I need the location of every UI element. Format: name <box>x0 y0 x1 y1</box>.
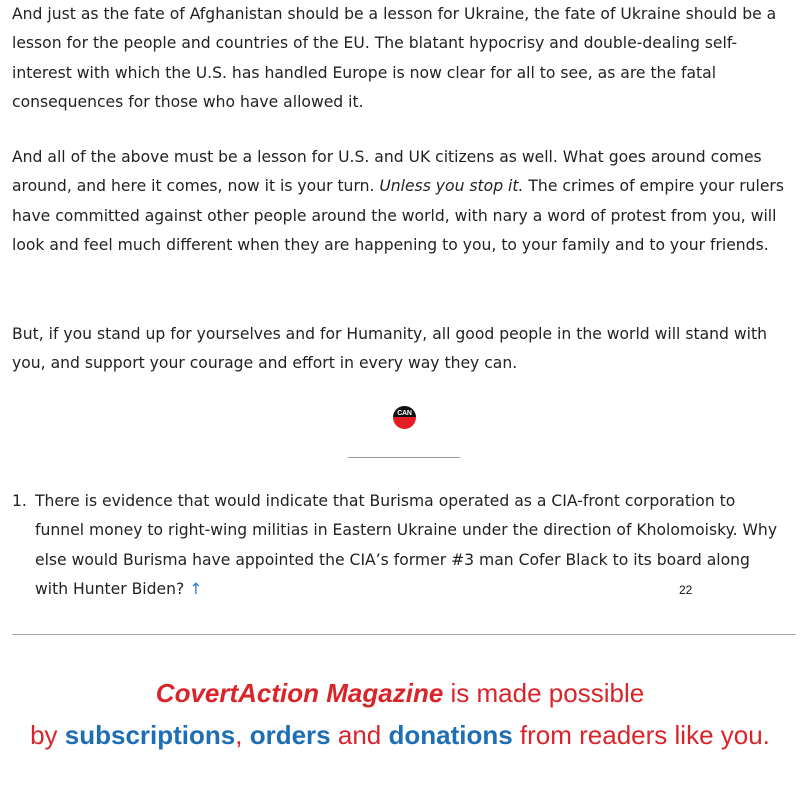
promo-magazine-name[interactable]: CovertAction Magazine <box>155 678 444 708</box>
emphasis-unless-you-stop-it: Unless you stop it. <box>379 177 524 196</box>
section-divider <box>12 634 796 635</box>
footnote-body <box>35 487 782 605</box>
paragraph-stand-up: But, if you stand up for yourselves and for Humanity, all good people in the world will stand with you, and support your courage and effort in every way they can. <box>12 325 767 373</box>
footnote-text: There is evidence that would indicate that Burisma operated as a CIA-front corporation to funnel money to right-wing militias in Eastern Ukraine under the direction of Kholomoisky. Why else would Burisma have appointed the CIA’s former #3 man Cofer Black to its board along with Hunter Biden? <box>35 492 778 599</box>
orders-link[interactable]: orders <box>249 720 331 750</box>
paragraph-your-turn-start: And all of the above must be a lesson for U.S. and UK citizens as well. What goes around comes around, and here it comes, now it is your turn. <box>12 148 762 196</box>
promo-comma: , <box>235 720 250 750</box>
donations-link[interactable]: donations <box>388 720 513 750</box>
footnote-backlink-arrow-icon[interactable]: ↑ <box>189 580 203 599</box>
promo-and: and <box>330 720 389 750</box>
footnotes-divider <box>348 457 460 458</box>
paragraph-afghanistan-lesson: And just as the fate of Afghanistan should be a lesson for Ukraine, the fate of Ukraine should be a lesson for the people and countries of the EU. The blatant hypocrisy and double-dealing self- interest with which the U.S. has handled Europe is now clear for all to see, as are the fatal consequences for those who have allowed it. <box>12 5 777 112</box>
paragraph-your-turn-end: The crimes of empire your rulers have committed against other people around the world, with nary a word of protest from you, will look and feel much different when they are happening to you, to your family and to your friends. <box>12 177 784 255</box>
subscriptions-link[interactable]: subscriptions <box>64 720 236 750</box>
footnote-number: 1. <box>12 492 27 510</box>
promo-text-by: by <box>30 720 65 750</box>
promo-text-from-readers: from readers like you. <box>512 720 770 750</box>
paragraph-your-turn <box>12 143 796 261</box>
page-number: 22 <box>679 583 693 597</box>
can-logo-icon <box>393 406 416 429</box>
support-promo <box>0 672 800 756</box>
promo-text-made-possible: is made possible <box>443 678 645 708</box>
footnote-item <box>12 487 782 605</box>
logo-text: CAN <box>397 410 412 417</box>
